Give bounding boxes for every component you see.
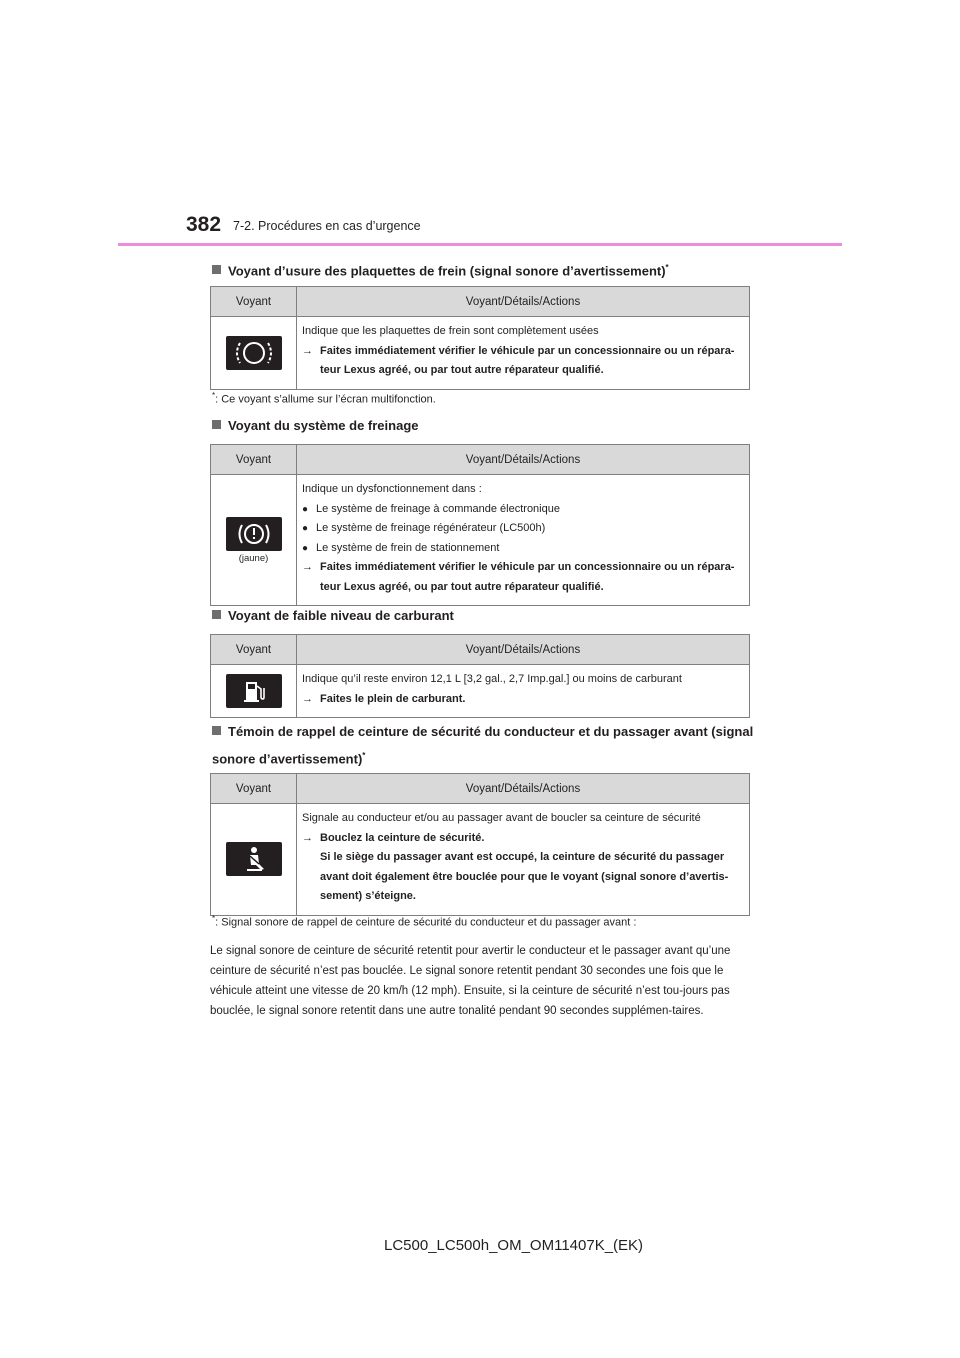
action-item: [302, 690, 745, 710]
brake-pad-table: [210, 286, 750, 390]
header-voyant: Voyant: [211, 774, 297, 804]
list-item: [302, 500, 745, 520]
footnote-text: : Ce voyant s’allume sur l’écran multifonction.: [215, 393, 436, 406]
body-paragraph: Le signal sonore de ceinture de sécurité retentit pour avertir le conducteur et le passager avant qu’une ceinture de sécurité n’est pas bouclée. Le signal sonore retentit pendant 30 secondes une fois que le véhicule atteint une vitesse de 20 km/h (12 mph). Ensuite, si la ceinture de sécurité n’est tou-jours pas bouclée, le signal sonore retentit dans une autre tonalité pendant 90 secondes supplémen-taires.: [210, 945, 731, 1017]
section-heading-brake-system: [212, 414, 757, 438]
header-voyant: Voyant: [211, 287, 297, 317]
table-header-row: [211, 635, 750, 665]
details-cell: [297, 665, 750, 718]
heading-bullet: [212, 726, 221, 735]
action-item: [302, 342, 745, 381]
heading-text: Témoin de rappel de ceinture de sécurité du conducteur et du passager avant (signal sonore d’avertissement): [212, 724, 754, 767]
action-item: [302, 829, 745, 907]
heading-footnote-mark: *: [665, 263, 669, 272]
heading-bullet: [212, 420, 221, 429]
footnote-brake-pad: [212, 391, 436, 406]
seatbelt-reminder-icon: [226, 842, 282, 876]
table-row: [211, 804, 750, 916]
arrow-icon: →: [302, 692, 313, 705]
description-text: Indique que les plaquettes de frein sont complètement usées: [302, 325, 599, 337]
heading-footnote-mark: *: [362, 751, 366, 760]
arrow-icon: →: [302, 344, 313, 357]
fuel-table: [210, 634, 750, 718]
icon-cell: [211, 475, 297, 606]
heading-bullet: [212, 265, 221, 274]
brake-pad-wear-icon: [226, 336, 282, 370]
arrow-icon: →: [302, 561, 313, 573]
section-heading-seatbelt: [212, 720, 757, 771]
list-item: [302, 519, 745, 539]
header-details: Voyant/Détails/Actions: [297, 635, 750, 665]
icon-cell: [211, 804, 297, 916]
section-heading-brake-pad: [212, 256, 757, 283]
footer-code: LC500_LC500h_OM_OM11407K_(EK): [384, 1237, 644, 1254]
details-cell: [297, 475, 750, 606]
description-text: Signale au conducteur et/ou au passager avant de boucler sa ceinture de sécurité: [302, 812, 701, 824]
heading-text: Voyant de faible niveau de carburant: [228, 608, 454, 623]
list-item-text: Le système de freinage à commande électronique: [316, 502, 560, 515]
section-heading-fuel: [212, 604, 757, 628]
description-text: Indique un dysfonctionnement dans :: [302, 483, 482, 495]
list-item: [302, 539, 745, 559]
heading-text: Voyant du système de freinage: [228, 418, 419, 433]
fuel-pump-icon: [226, 674, 282, 708]
bullet-icon: ●: [302, 542, 309, 554]
footnote-seatbelt: [212, 914, 636, 929]
header-voyant: Voyant: [211, 635, 297, 665]
action-text: Faites immédiatement vérifier le véhicule par un concessionnaire ou un répara-teur Lexus agréé, ou par tout autre réparateur qualifié.: [320, 561, 735, 593]
header-voyant: Voyant: [211, 445, 297, 475]
table-row: [211, 665, 750, 718]
list-item-text: Le système de frein de stationnement: [316, 541, 500, 554]
header-details: Voyant/Détails/Actions: [297, 445, 750, 475]
arrow-icon: →: [302, 831, 313, 844]
action-text: Faites immédiatement vérifier le véhicule par un concessionnaire ou un répara-teur Lexus agréé, ou par tout autre réparateur qualifié.: [320, 344, 735, 376]
table-header-row: [211, 445, 750, 475]
icon-caption: (jaune): [238, 552, 269, 564]
table-row: [211, 317, 750, 390]
footnote-mark: *: [212, 914, 216, 923]
seatbelt-table: [210, 773, 750, 916]
list-item-text: Le système de freinage régénérateur (LC500h): [316, 522, 546, 534]
header-divider: [118, 243, 842, 246]
icon-cell: [211, 665, 297, 718]
table-header-row: [211, 287, 750, 317]
page-number: 382: [186, 213, 222, 236]
footnote-mark: *: [212, 391, 216, 400]
heading-bullet: [212, 610, 221, 619]
footnote-text: : Signal sonore de rappel de ceinture de sécurité du conducteur et du passager avant :: [215, 916, 637, 929]
bullet-icon: ●: [302, 523, 309, 534]
icon-cell: [211, 317, 297, 390]
chapter-title: 7-2. Procédures en cas d’urgence: [233, 219, 421, 233]
description-text: Indique qu’il reste environ 12,1 L [3,2 gal., 2,7 Imp.gal.] ou moins de carburant: [302, 673, 682, 685]
table-row: [211, 475, 750, 606]
action-main: Bouclez la ceinture de sécurité.: [320, 831, 485, 844]
header-details: Voyant/Détails/Actions: [297, 287, 750, 317]
header-details: Voyant/Détails/Actions: [297, 774, 750, 804]
brake-system-warning-icon: [226, 517, 282, 551]
action-text: [320, 829, 745, 907]
details-cell: [297, 317, 750, 390]
brake-system-table: [210, 444, 750, 606]
action-detail: Si le siège du passager avant est occupé, la ceinture de sécurité du passager avant doit également être bouclée pour que le voyant (signal sonore d’avertis-sement) s’éteigne.: [320, 851, 729, 902]
bullet-icon: ●: [302, 503, 309, 515]
action-item: [302, 558, 745, 597]
heading-text: Voyant d’usure des plaquettes de frein (signal sonore d’avertissement): [228, 263, 666, 279]
details-cell: [297, 804, 750, 916]
action-text: Faites le plein de carburant.: [320, 692, 466, 705]
table-header-row: [211, 774, 750, 804]
